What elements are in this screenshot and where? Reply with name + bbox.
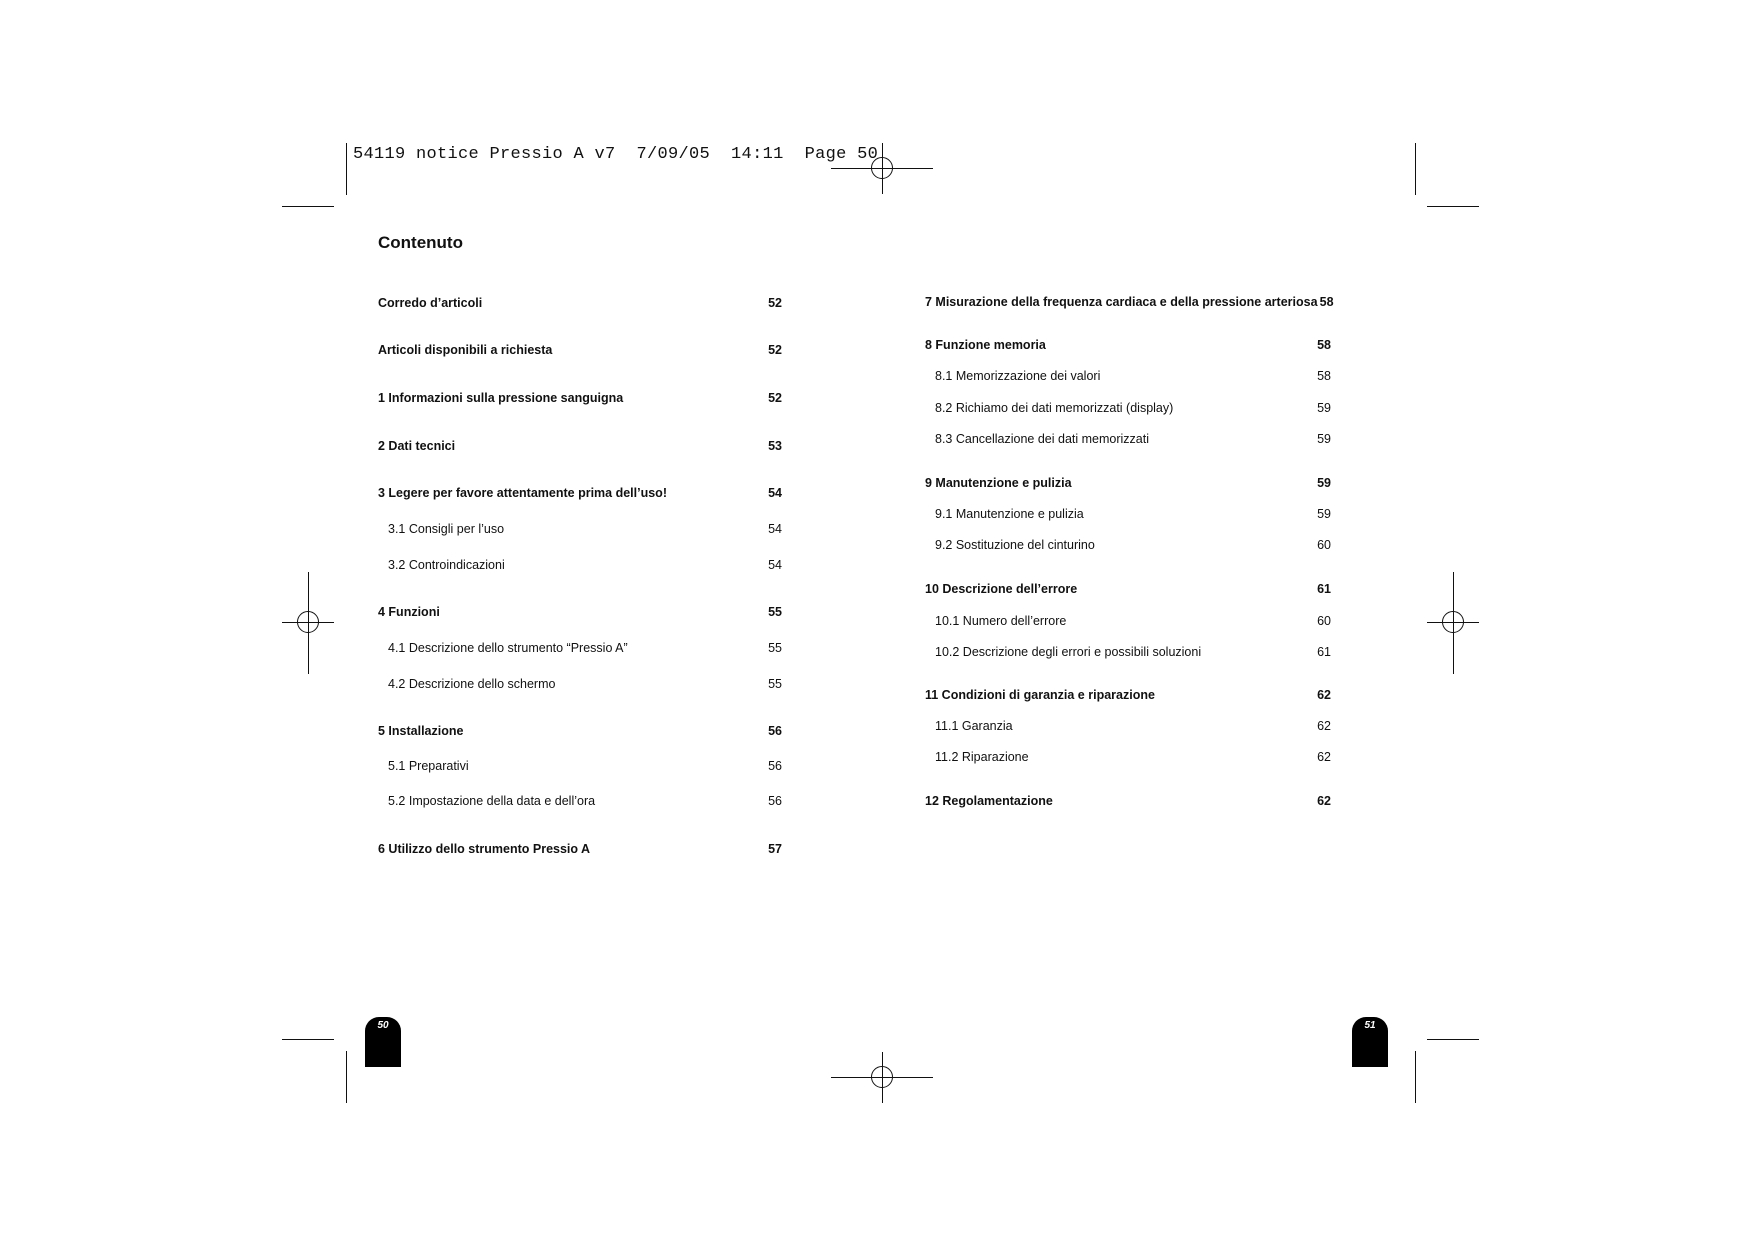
toc-entry-page: 52 bbox=[768, 296, 782, 310]
crop-mark-bottom-left-horizontal bbox=[282, 1039, 334, 1040]
toc-entry-page: 62 bbox=[1317, 794, 1331, 808]
page-number-tab-left bbox=[365, 1017, 401, 1067]
toc-entry-label: 4.2 Descrizione dello schermo bbox=[388, 677, 556, 691]
toc-entry[interactable] bbox=[925, 613, 1331, 629]
crop-mark-bottom-right-vertical bbox=[1415, 1051, 1416, 1103]
toc-entry[interactable] bbox=[925, 718, 1331, 734]
toc-entry[interactable] bbox=[925, 400, 1331, 416]
registration-mark-bottom-circle bbox=[871, 1066, 893, 1088]
page-title: Contenuto bbox=[378, 233, 463, 252]
toc-entry-label: 4 Funzioni bbox=[378, 605, 440, 619]
page-number-left: 50 bbox=[377, 1020, 389, 1031]
crop-mark-top-right-vertical bbox=[1415, 143, 1416, 195]
toc-entry-label: 11.1 Garanzia bbox=[935, 719, 1013, 733]
registration-mark-top-circle bbox=[871, 157, 893, 179]
crop-mark-top-left-horizontal bbox=[282, 206, 334, 207]
toc-entry-label: 8 Funzione memoria bbox=[925, 338, 1046, 352]
toc-entry-page: 55 bbox=[768, 605, 782, 619]
toc-entry-page: 60 bbox=[1317, 614, 1331, 628]
printer-slug: 54119 notice Pressio A v7 7/09/05 14:11 Page 50 bbox=[353, 145, 879, 164]
toc-entry[interactable] bbox=[925, 644, 1331, 660]
toc-entry-label: 3.1 Consigli per l’uso bbox=[388, 522, 505, 536]
toc-entry-page: 61 bbox=[1317, 645, 1331, 659]
toc-entry-label: 10.1 Numero dell’errore bbox=[935, 614, 1067, 628]
toc-entry-page: 59 bbox=[1317, 432, 1331, 446]
toc-entry-label: 7 Misurazione della frequenza cardiaca e della pressione arteriosa bbox=[925, 295, 1318, 309]
toc-entry-page: 60 bbox=[1317, 538, 1331, 552]
toc-entry[interactable] bbox=[378, 758, 782, 774]
toc-entry-page: 54 bbox=[768, 486, 782, 500]
toc-entry-page: 54 bbox=[768, 522, 782, 536]
toc-entry[interactable] bbox=[378, 793, 782, 809]
toc-entry[interactable] bbox=[378, 295, 782, 311]
toc-entry-page: 52 bbox=[768, 391, 782, 405]
toc-entry[interactable] bbox=[925, 294, 1334, 310]
toc-entry[interactable] bbox=[378, 390, 782, 406]
toc-entry-page: 59 bbox=[1317, 401, 1331, 415]
toc-entry-page: 58 bbox=[1317, 338, 1331, 352]
toc-entry-label: 9.1 Manutenzione e pulizia bbox=[935, 507, 1084, 521]
toc-entry-label: 9 Manutenzione e pulizia bbox=[925, 476, 1072, 490]
crop-mark-top-left-vertical bbox=[346, 143, 347, 195]
toc-entry-page: 62 bbox=[1317, 688, 1331, 702]
toc-entry[interactable] bbox=[378, 557, 782, 573]
toc-entry[interactable] bbox=[378, 723, 782, 739]
toc-entry[interactable] bbox=[925, 687, 1331, 703]
toc-entry-label: 10.2 Descrizione degli errori e possibili soluzioni bbox=[935, 645, 1202, 659]
crop-mark-bottom-right-horizontal bbox=[1427, 1039, 1479, 1040]
toc-entry-page: 56 bbox=[768, 794, 782, 808]
toc-entry-label: 1 Informazioni sulla pressione sanguigna bbox=[378, 391, 624, 405]
toc-entry-page: 53 bbox=[768, 439, 782, 453]
toc-entry-label: 2 Dati tecnici bbox=[378, 439, 456, 453]
toc-entry-label: 8.1 Memorizzazione dei valori bbox=[935, 369, 1101, 383]
toc-entry[interactable] bbox=[925, 475, 1331, 491]
toc-entry-label: 3 Legere per favore attentamente prima dell’uso! bbox=[378, 486, 667, 500]
registration-mark-left-circle bbox=[297, 611, 319, 633]
toc-entry[interactable] bbox=[925, 581, 1331, 597]
toc-entry[interactable] bbox=[378, 485, 782, 501]
toc-entry-label: 10 Descrizione dell’errore bbox=[925, 582, 1078, 596]
toc-entry-label: 9.2 Sostituzione del cinturino bbox=[935, 538, 1095, 552]
toc-entry[interactable] bbox=[925, 337, 1331, 353]
page-number-tab-right bbox=[1352, 1017, 1388, 1067]
toc-entry-page: 54 bbox=[768, 558, 782, 572]
toc-entry-label: 5 Installazione bbox=[378, 724, 464, 738]
crop-mark-bottom-left-vertical bbox=[346, 1051, 347, 1103]
toc-entry-page: 61 bbox=[1317, 582, 1331, 596]
toc-entry-page: 59 bbox=[1317, 507, 1331, 521]
crop-mark-top-right-horizontal bbox=[1427, 206, 1479, 207]
toc-entry-page: 58 bbox=[1317, 369, 1331, 383]
toc-entry-label: Articoli disponibili a richiesta bbox=[378, 343, 553, 357]
toc-entry-label: 4.1 Descrizione dello strumento “Pressio A” bbox=[388, 641, 628, 655]
toc-entry-page: 56 bbox=[768, 724, 782, 738]
toc-entry-page: 55 bbox=[768, 641, 782, 655]
toc-entry-label: 8.3 Cancellazione dei dati memorizzati bbox=[935, 432, 1149, 446]
toc-entry-label: 11.2 Riparazione bbox=[935, 750, 1029, 764]
toc-entry-page: 62 bbox=[1317, 719, 1331, 733]
registration-mark-right-circle bbox=[1442, 611, 1464, 633]
toc-entry-page: 55 bbox=[768, 677, 782, 691]
toc-entry[interactable] bbox=[378, 604, 782, 620]
toc-entry-label: Corredo d’articoli bbox=[378, 296, 483, 310]
toc-entry[interactable] bbox=[925, 368, 1331, 384]
toc-entry-label: 5.1 Preparativi bbox=[388, 759, 469, 773]
toc-entry-label: 11 Condizioni di garanzia e riparazione bbox=[925, 688, 1155, 702]
toc-entry-page: 52 bbox=[768, 343, 782, 357]
toc-entry-label: 3.2 Controindicazioni bbox=[388, 558, 505, 572]
toc-entry[interactable] bbox=[925, 793, 1331, 809]
toc-entry-page: 58 bbox=[1319, 295, 1334, 309]
toc-entry-label: 6 Utilizzo dello strumento Pressio A bbox=[378, 842, 591, 856]
toc-entry[interactable] bbox=[925, 749, 1331, 765]
toc-entry[interactable] bbox=[378, 438, 782, 454]
toc-entry-page: 57 bbox=[768, 842, 782, 856]
toc-entry-page: 62 bbox=[1317, 750, 1331, 764]
toc-entry-label: 12 Regolamentazione bbox=[925, 794, 1053, 808]
toc-entry[interactable] bbox=[925, 537, 1331, 553]
toc-entry[interactable] bbox=[378, 841, 782, 857]
toc-entry-page: 59 bbox=[1317, 476, 1331, 490]
page-number-right: 51 bbox=[1364, 1020, 1376, 1031]
toc-entry-page: 56 bbox=[768, 759, 782, 773]
toc-entry[interactable] bbox=[378, 676, 782, 692]
toc-entry[interactable] bbox=[378, 342, 782, 358]
toc-entry[interactable] bbox=[378, 640, 782, 656]
toc-entry-label: 8.2 Richiamo dei dati memorizzati (display) bbox=[935, 401, 1174, 415]
toc-entry[interactable] bbox=[378, 521, 782, 537]
toc-entry[interactable] bbox=[925, 431, 1331, 447]
toc-entry-label: 5.2 Impostazione della data e dell’ora bbox=[388, 794, 596, 808]
toc-entry[interactable] bbox=[925, 506, 1331, 522]
